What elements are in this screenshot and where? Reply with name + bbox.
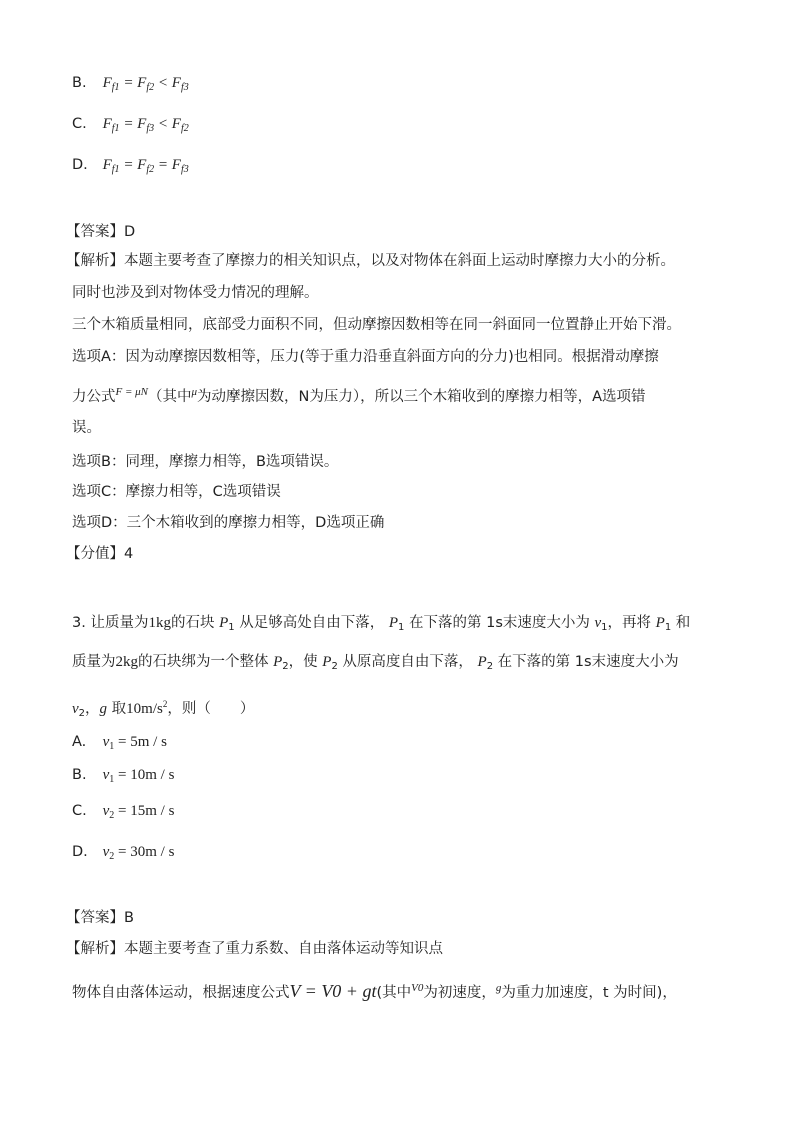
q3-option-d <box>72 842 174 867</box>
q2-analysis-line6: 误。 <box>72 420 101 436</box>
q3-option-b-formula: $v_1 = 10m / s$ <box>102 767 175 785</box>
mu-symbol: μ <box>191 386 198 398</box>
q2-score: 【分值】4 <box>66 546 134 562</box>
q2-option-c-formula: $F_{f1} = F_{f3} < F_{f2}$ <box>102 116 189 134</box>
q3-option-c <box>72 801 174 826</box>
q3-stem-line1: 3. 让质量为1kg的石块 $P_1$ 从足够高处自由下落， $P_1$ 在下落的第 1s末速度大小为 $v_1$，再将 $P_1$ 和 <box>72 615 691 633</box>
q2-option-c <box>72 114 189 139</box>
q3-stem-line2: 质量为2kg的石块绑为一个整体 $P_2$，使 $P_2$ 从原高度自由下落， $P_2$ 在下落的第 1s末速度大小为 <box>72 654 679 672</box>
q3-option-a-label: A. <box>72 734 87 750</box>
q2-option-b-formula: $F_{f1} = F_{f2} < F_{f3}$ <box>102 75 189 93</box>
q3-option-b <box>72 765 174 790</box>
q2-option-b <box>72 73 189 98</box>
q2-option-c-label: C. <box>72 116 87 132</box>
q2-analysis-line9: 选项D：三个木箱收到的摩擦力相等，D选项正确 <box>72 515 385 531</box>
q3-analysis-line2: 物体自由落体运动，根据速度公式V = V0 + gt(其中$^{V0}$为初速度，$^g$为重力加速度，t 为时间)， <box>72 981 677 1001</box>
q3-option-a <box>72 732 167 757</box>
q2-analysis-line7: 选项B：同理，摩擦力相等，B选项错误。 <box>72 454 339 470</box>
q2-answer: 【答案】D <box>66 224 136 240</box>
q2-option-d-formula: $F_{f1} = F_{f2} = F_{f3}$ <box>102 157 189 175</box>
q2-analysis-line4: 选项A：因为动摩擦因数相等，压力(等于重力沿垂直斜面方向的分力)也相同。根据滑动摩擦 <box>72 349 659 365</box>
velocity-formula: V = V0 + gt <box>289 981 377 1001</box>
q3-analysis-line1: 【解析】本题主要考查了重力系数、自由落体运动等知识点 <box>66 941 443 957</box>
q3-option-b-label: B. <box>72 767 87 783</box>
v0-symbol: V0 <box>411 982 424 994</box>
q3-option-c-label: C. <box>72 803 87 819</box>
q3-option-c-formula: $v_2 = 15m / s$ <box>102 803 175 821</box>
q2-option-d <box>72 155 189 180</box>
q2-analysis-line5: 力公式$^{F = \mu N}$（其中$^\mu$为动摩擦因数，N为压力），所以三个木箱收到的摩擦力相等，A选项错 <box>72 386 646 405</box>
q3-stem-line3: $v_2$，g 取$10m/s^2$，则（ ） <box>72 699 255 719</box>
g-symbol: g <box>495 982 502 994</box>
q2-option-d-label: D. <box>72 157 88 173</box>
q3-answer: 【答案】B <box>66 910 134 926</box>
q3-option-a-formula: $v_1 = 5m / s$ <box>102 734 167 752</box>
q2-option-b-label: B. <box>72 75 87 91</box>
q2-analysis-line3: 三个木箱质量相同，底部受力面积不同，但动摩擦因数相等在同一斜面同一位置静止开始下滑。 <box>72 317 681 333</box>
q2-analysis-line2: 同时也涉及到对物体受力情况的理解。 <box>72 285 319 301</box>
q2-analysis-line1: 【解析】本题主要考查了摩擦力的相关知识点，以及对物体在斜面上运动时摩擦力大小的分析。 <box>66 253 675 269</box>
q3-option-d-label: D. <box>72 844 88 860</box>
q2-analysis-line8: 选项C：摩擦力相等，C选项错误 <box>72 484 281 500</box>
friction-formula: F = μN <box>115 386 149 398</box>
q3-option-d-formula: $v_2 = 30m / s$ <box>102 844 175 862</box>
